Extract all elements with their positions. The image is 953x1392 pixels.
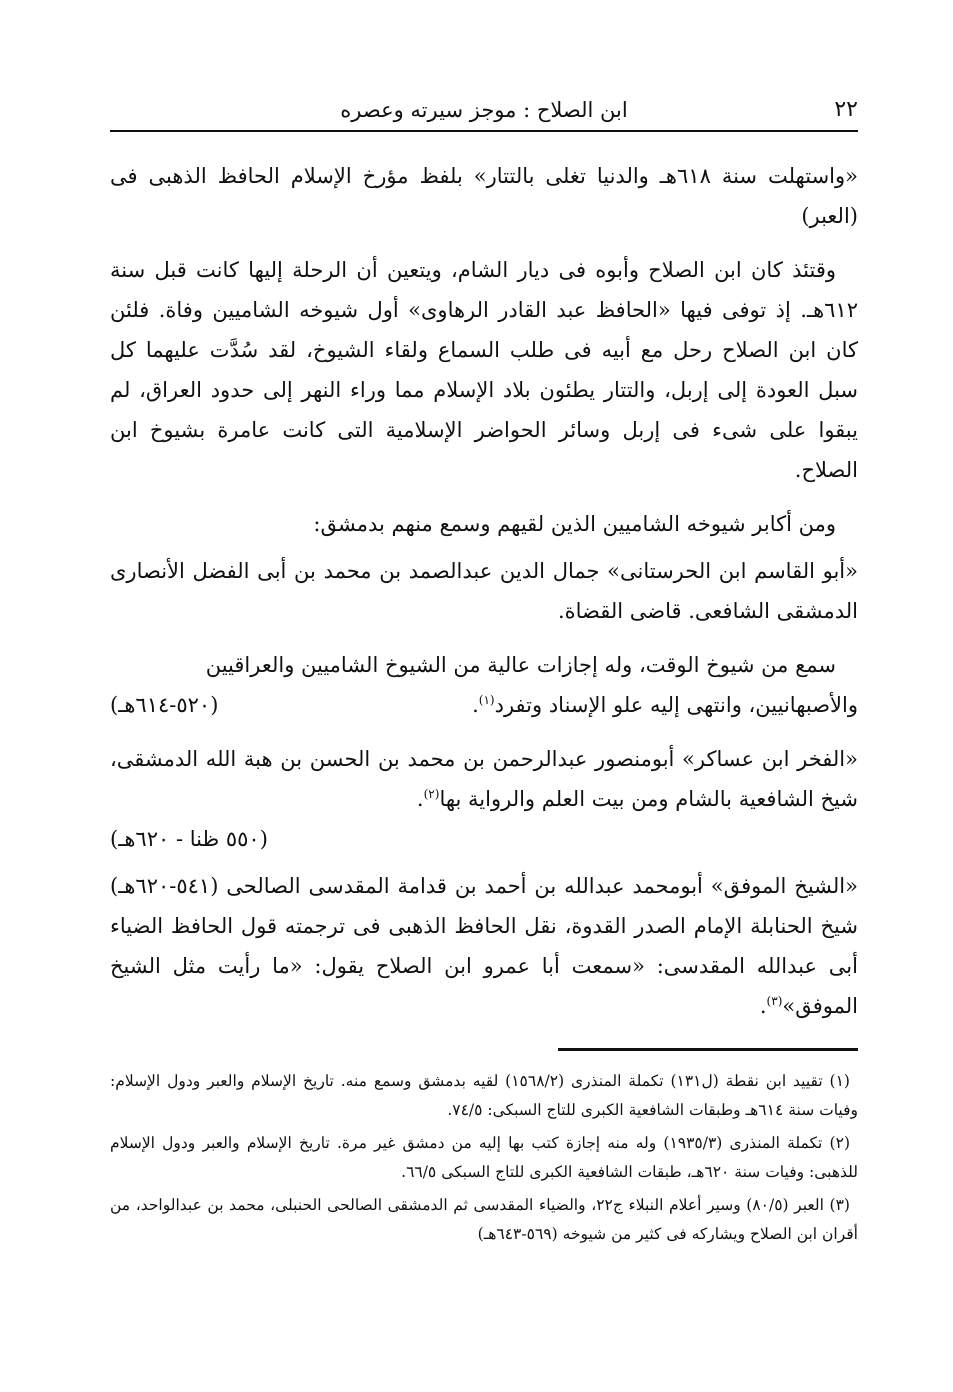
entry-3-heading [110, 866, 858, 1026]
footnote-separator [558, 1048, 858, 1051]
running-head [110, 88, 858, 132]
paragraph-1: «واستهلت سنة ٦١٨هـ والدنيا تغلى بالتتار» بلفظ مؤرخ الإسلام الحافظ الذهبى فى (العبر) [110, 164, 858, 228]
paragraph-3: ومن أكابر شيوخه الشاميين الذين لقيهم وسمع منهم بدمشق: [313, 512, 836, 536]
entry-2-dates-row [110, 819, 858, 859]
footnote-1 [110, 1067, 858, 1125]
footnote-1-number: (١) [829, 1072, 850, 1090]
entry-1-note-line1: سمع من شيوخ الوقت، وله إجازات عالية من الشيوخ الشاميين والعراقيين [205, 653, 836, 677]
entry-2-text: «الفخر ابن عساكر» أبومنصور عبدالرحمن بن محمد بن الحسن بن هبة الله الدمشقى، شيخ الشافعية بالشام ومن بيت العلم والرواية بها [110, 747, 858, 811]
footnote-ref-1[interactable]: (١) [478, 693, 495, 707]
entry-1-note-end: . [472, 693, 479, 717]
page-number: ٢٢ [834, 97, 858, 122]
footnote-3-text: العبر (٨٠/٥) وسير أعلام النبلاء ج٢٢، والضياء المقدسى ثم الدمشقى الصالحى الحنبلى، محمد بن عبدالواحد، من أقران ابن الصلاح ويشاركه فى كثير من شيوخه (٥٦٩-٦٤٣هـ) [110, 1196, 858, 1243]
book-page [110, 88, 858, 1318]
entry-1-note-line2-row [110, 685, 858, 725]
footnote-separator-wrap [110, 1048, 858, 1051]
entry-1-note-line2: والأصبهانيين، وانتهى إليه علو الإسناد وتفرد [494, 693, 858, 717]
footnotes [110, 1067, 858, 1249]
entry-1-heading: «أبو القاسم ابن الحرستانى» جمال الدين عبدالصمد بن محمد بن أبى الفضل الأنصارى الدمشقى الشافعى. قاضى القضاة. [110, 559, 858, 623]
footnote-3 [110, 1191, 858, 1249]
entry-3-text: «الشيخ الموفق» أبومحمد عبدالله بن أحمد بن قدامة المقدسى الصالحى (٥٤١-٦٢٠هـ) شيخ الحنابلة الإمام الصدر القدوة، نقل الحافظ الذهبى فى ترجمته قول الحافظ الضياء أبى عبدالله المقدسى: «سمعت أبا عمرو ابن الصلاح يقول: «ما رأيت مثل الشيخ الموفق» [110, 874, 858, 1018]
entry-2-heading [110, 739, 858, 819]
footnote-3-number: (٣) [829, 1196, 850, 1214]
paragraph-2: وقتئذ كان ابن الصلاح وأبوه فى ديار الشام، ويتعين أن الرحلة إليها كانت قبل سنة ٦١٢هـ. إذ توفى فيها «الحافظ عبد القادر الرهاوى» أول شيوخه الشاميين وفاة. فلئن كان ابن الصلاح رحل مع أبيه فى طلب السماع ولقاء الشيوخ، لقد سُدَّت عليهما كل سبل العودة إلى إربل، والتتار يطئون بلاد الإسلام مما وراء النهر إلى حدود العراق، لم يبقوا على شىء فى إربل وسائر الحواضر الإسلامية التى كانت عامرة بشيوخ ابن الصلاح. [110, 258, 858, 482]
entry-3-end: . [759, 994, 767, 1018]
footnote-ref-2[interactable]: (٢) [423, 787, 440, 801]
entry-2-dates: (٥٥٠ ظنا - ٦٢٠هـ) [110, 827, 268, 851]
footnote-2 [110, 1129, 858, 1187]
entry-2-end: . [416, 787, 424, 811]
footnote-2-number: (٢) [829, 1134, 850, 1152]
entry-1-dates: (٥٢٠-٦١٤هـ) [110, 693, 219, 717]
footnote-ref-3[interactable]: (٣) [766, 994, 783, 1008]
running-title: ابن الصلاح : موجز سيرته وعصره [340, 98, 628, 122]
footnote-2-text: تكملة المنذرى (١٩٣٥/٣) وله منه إجازة كتب بها إليه من دمشق غير مرة. تاريخ الإسلام والعبر ودول الإسلام للذهبى: وفيات سنة ٦٢٠هـ، طبقات الشافعية الكبرى للتاج السبكى ٦٦/٥. [110, 1134, 858, 1181]
entry-1-note [110, 645, 858, 725]
main-text [110, 156, 858, 1026]
footnote-1-text: تقييد ابن نقطة (ل١٣١) تكملة المنذرى (١٥٦٨/٢) لقيه بدمشق وسمع منه. تاريخ الإسلام والعبر ودول الإسلام: وفيات سنة ٦١٤هـ وطبقات الشافعية الكبرى للتاج السبكى: ٧٤/٥. [110, 1072, 858, 1119]
